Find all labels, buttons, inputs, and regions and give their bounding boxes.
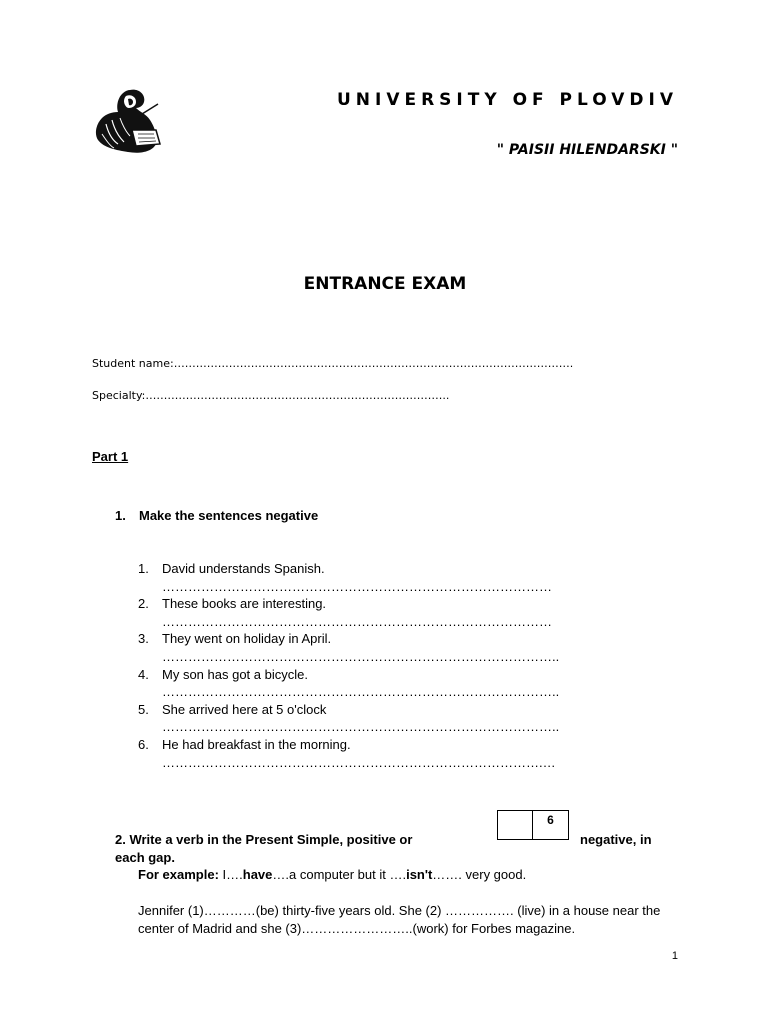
list-item: [138, 630, 618, 665]
example-label: For example:: [138, 867, 219, 882]
item-number: 6.: [138, 736, 149, 752]
exam-title: ENTRANCE EXAM: [303, 274, 467, 294]
task1-heading: [115, 508, 318, 523]
university-title: UNIVERSITY OF PLOVDIV: [336, 90, 678, 110]
item-text: They went on holiday in April.: [162, 631, 332, 647]
task2-heading: 2. Write a verb in the Present Simple, positive or: [115, 832, 413, 847]
example-text: ….a computer but it ….: [272, 867, 407, 882]
answer-line: …………………………………………………………………………….…: [162, 754, 556, 770]
task1-title: Make the sentences negative: [139, 508, 319, 523]
item-text: My son has got a bicycle.: [162, 666, 308, 682]
item-text: David understands Spanish.: [162, 561, 325, 576]
item-text: He had breakfast in the morning.: [162, 736, 351, 752]
student-name-field: Student name:……………………………………………………………………………………………….: [92, 357, 574, 370]
answer-line: ………………………………………………………………………………: [162, 613, 552, 629]
list-item: [138, 736, 618, 771]
page-number: 1: [671, 950, 678, 962]
answer-line: ………………………………………………………………………………..: [162, 648, 560, 664]
item-number: 2.: [138, 596, 149, 612]
example-answer-1: have: [242, 867, 273, 882]
answer-line: ………………………………………………………………………………..: [162, 684, 560, 700]
list-item: [138, 595, 618, 630]
task2-heading-end: negative, in: [580, 832, 652, 847]
university-subtitle: " PAISII HILENDARSKI ": [496, 142, 678, 158]
example-text: I….: [218, 867, 243, 882]
score-value: 6: [547, 813, 554, 827]
item-number: 5.: [138, 701, 149, 717]
task1-number: 1.: [115, 508, 126, 523]
item-text: These books are interesting.: [162, 596, 327, 612]
item-text: She arrived here at 5 o'clock: [162, 701, 327, 717]
example-text: ……. very good.: [432, 867, 527, 882]
item-number: 4.: [138, 666, 149, 682]
answer-line: ………………………………………………………………………………..: [162, 719, 560, 735]
task2-paragraph: Jennifer (1)…………(be) thirty-five years old. She (2) ……………. (live) in a house near the center of Madrid and she (3)……………………..(work) for Forbes magazine.: [138, 903, 661, 936]
task2-example: [138, 867, 526, 882]
score-box: [497, 810, 569, 840]
scribe-monk-logo: [92, 84, 166, 158]
part-heading: Part 1: [92, 449, 129, 464]
item-number: 3.: [138, 631, 149, 647]
score-empty-cell: [498, 811, 533, 839]
item-number: 1.: [138, 561, 149, 576]
list-item: [138, 701, 618, 736]
specialty-field: Specialty:………………………………………………………………………..: [92, 389, 450, 402]
list-item: [138, 666, 618, 701]
task2-heading-line2: each gap.: [115, 850, 175, 865]
task1-list: [138, 560, 618, 771]
example-answer-2: isn't: [406, 867, 433, 882]
list-item: [138, 560, 618, 595]
answer-line: ………………………………………………………………………………: [162, 578, 552, 594]
